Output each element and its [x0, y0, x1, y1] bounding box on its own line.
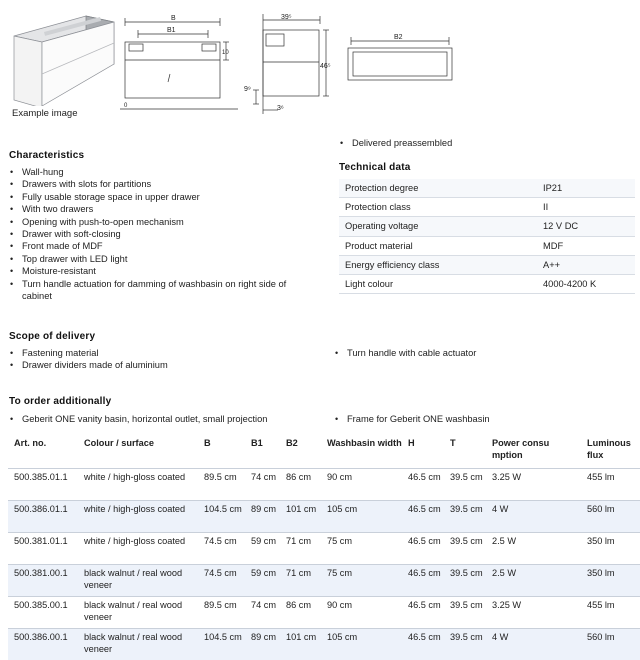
table-cell: 500.381.01.1 [8, 533, 78, 565]
table-cell: 104.5 cm [198, 629, 245, 660]
column-header: T [444, 436, 486, 469]
table-cell: 105 cm [321, 501, 402, 533]
list-item: • Delivered preassembled [339, 137, 629, 149]
table-cell: 59 cm [245, 565, 280, 597]
table-cell: white / high-gloss coated [78, 501, 198, 533]
table-cell: 105 cm [321, 629, 402, 660]
list-item: • Drawers with slots for partitions [9, 178, 309, 190]
table-row [8, 629, 640, 660]
top-view-drawing [345, 28, 457, 84]
tech-value: 4000-4200 K [537, 274, 635, 293]
table-cell: 350 lm [581, 533, 640, 565]
tech-value: A++ [537, 255, 635, 274]
table-cell: 3.25 W [486, 597, 581, 629]
table-header-row [8, 436, 640, 469]
table-cell: black walnut / real wood veneer [78, 597, 198, 629]
table-cell: 74.5 cm [198, 565, 245, 597]
table-cell: 39.5 cm [444, 533, 486, 565]
cabinet-front-face [14, 36, 42, 106]
table-cell: 90 cm [321, 597, 402, 629]
table-cell: 3.25 W [486, 469, 581, 501]
list-item: • Front made of MDF [9, 240, 309, 252]
table-cell: 86 cm [280, 597, 321, 629]
table-cell: 89 cm [245, 629, 280, 660]
example-image [10, 10, 116, 106]
column-header: H [402, 436, 444, 469]
table-cell: 71 cm [280, 533, 321, 565]
tech-label: Protection class [339, 198, 537, 217]
table-cell: 89.5 cm [198, 469, 245, 501]
list-item: • Geberit ONE vanity basin, horizontal outlet, small projection [9, 413, 329, 425]
table-cell: 455 lm [581, 469, 640, 501]
table-cell: 455 lm [581, 597, 640, 629]
table-cell: 46.5 cm [402, 469, 444, 501]
table-cell: 4 W [486, 501, 581, 533]
list-item: • Top drawer with LED light [9, 253, 309, 265]
table-cell: 2.5 W [486, 533, 581, 565]
column-header: Power consu mption [486, 436, 581, 469]
dim-0-label: 0 [124, 103, 128, 109]
tech-value: IP21 [537, 179, 635, 198]
dim-3-label: 3⁶ [277, 105, 284, 112]
side-view-drawing [244, 12, 336, 120]
table-cell: 89 cm [245, 501, 280, 533]
table-cell: 46.5 cm [402, 629, 444, 660]
table-cell: 39.5 cm [444, 565, 486, 597]
technical-data-table [339, 179, 635, 294]
table-cell: 4 W [486, 629, 581, 660]
table-cell: 39.5 cm [444, 501, 486, 533]
order-right-list [334, 413, 634, 425]
technical-data-heading: Technical data [339, 162, 411, 173]
dim-10-label: 10 [222, 50, 229, 56]
article-table [8, 436, 640, 660]
tech-value: 12 V DC [537, 217, 635, 236]
table-row [8, 469, 640, 501]
table-row [339, 255, 635, 274]
table-row [339, 198, 635, 217]
list-item: • Opening with push-to-open mechanism [9, 216, 309, 228]
tech-label: Energy efficiency class [339, 255, 537, 274]
dim-b2-label: B2 [394, 34, 403, 41]
order-left-list [9, 413, 329, 425]
table-cell: 39.5 cm [444, 469, 486, 501]
characteristics-right-list [339, 137, 629, 149]
dim-height-label: 46⁵ [320, 63, 331, 70]
table-cell: 500.381.00.1 [8, 565, 78, 597]
table-cell: 46.5 cm [402, 501, 444, 533]
table-cell: 74 cm [245, 469, 280, 501]
table-cell: black walnut / real wood veneer [78, 565, 198, 597]
list-item: • Fastening material [9, 347, 309, 359]
list-item: • Frame for Geberit ONE washbasin [334, 413, 634, 425]
table-cell: 350 lm [581, 565, 640, 597]
column-header: Washbasin width [321, 436, 402, 469]
table-cell: 90 cm [321, 469, 402, 501]
dim-9-label: 9⁹ [244, 86, 251, 93]
example-image-caption: Example image [12, 108, 77, 119]
table-cell: 500.385.00.1 [8, 597, 78, 629]
table-cell: 46.5 cm [402, 533, 444, 565]
table-row [339, 236, 635, 255]
table-cell: 74 cm [245, 597, 280, 629]
scope-left-list [9, 347, 309, 372]
table-cell: white / high-gloss coated [78, 533, 198, 565]
table-row [8, 597, 640, 629]
table-cell: black walnut / real wood veneer [78, 629, 198, 660]
column-header: Colour / surface [78, 436, 198, 469]
column-header: B2 [280, 436, 321, 469]
column-header: Art. no. [8, 436, 78, 469]
table-cell: 2.5 W [486, 565, 581, 597]
table-cell: 75 cm [321, 565, 402, 597]
tech-label: Operating voltage [339, 217, 537, 236]
table-cell: 75 cm [321, 533, 402, 565]
scope-heading: Scope of delivery [9, 331, 95, 342]
characteristics-heading: Characteristics [9, 150, 84, 161]
table-cell: 500.386.00.1 [8, 629, 78, 660]
table-cell: 86 cm [280, 469, 321, 501]
dim-depth-label: 39⁵ [281, 14, 292, 21]
column-header: Luminous flux [581, 436, 640, 469]
list-item: • Turn handle with cable actuator [334, 347, 634, 359]
table-cell: 500.385.01.1 [8, 469, 78, 501]
front-view-drawing [120, 14, 240, 112]
table-cell: 104.5 cm [198, 501, 245, 533]
table-cell: 560 lm [581, 501, 640, 533]
table-row [8, 501, 640, 533]
tech-label: Light colour [339, 274, 537, 293]
scope-right-list [334, 347, 634, 359]
dim-b1-label: B1 [167, 27, 176, 34]
characteristics-list [9, 166, 309, 302]
list-item: • With two drawers [9, 203, 309, 215]
table-cell: 89.5 cm [198, 597, 245, 629]
list-item: • Drawer with soft-closing [9, 228, 309, 240]
table-row [339, 274, 635, 293]
tech-value: MDF [537, 236, 635, 255]
table-cell: 101 cm [280, 501, 321, 533]
dim-b-label: B [171, 15, 176, 22]
table-cell: white / high-gloss coated [78, 469, 198, 501]
table-row [339, 179, 635, 198]
list-item: • Wall-hung [9, 166, 309, 178]
list-item: • Turn handle actuation for damming of washbasin on right side of cabinet [9, 278, 309, 303]
table-cell: 500.386.01.1 [8, 501, 78, 533]
table-cell: 59 cm [245, 533, 280, 565]
list-item: • Moisture-resistant [9, 265, 309, 277]
tech-label: Product material [339, 236, 537, 255]
column-header: B [198, 436, 245, 469]
table-row [339, 217, 635, 236]
tech-value: II [537, 198, 635, 217]
table-cell: 46.5 cm [402, 565, 444, 597]
column-header: B1 [245, 436, 280, 469]
table-cell: 101 cm [280, 629, 321, 660]
order-heading: To order additionally [9, 396, 111, 407]
tech-label: Protection degree [339, 179, 537, 198]
table-cell: 39.5 cm [444, 597, 486, 629]
table-cell: 560 lm [581, 629, 640, 660]
table-row [8, 565, 640, 597]
table-cell: 74.5 cm [198, 533, 245, 565]
list-item: • Drawer dividers made of aluminium [9, 359, 309, 371]
table-cell: 46.5 cm [402, 597, 444, 629]
list-item: • Fully usable storage space in upper drawer [9, 191, 309, 203]
table-row [8, 533, 640, 565]
table-cell: 71 cm [280, 565, 321, 597]
table-cell: 39.5 cm [444, 629, 486, 660]
